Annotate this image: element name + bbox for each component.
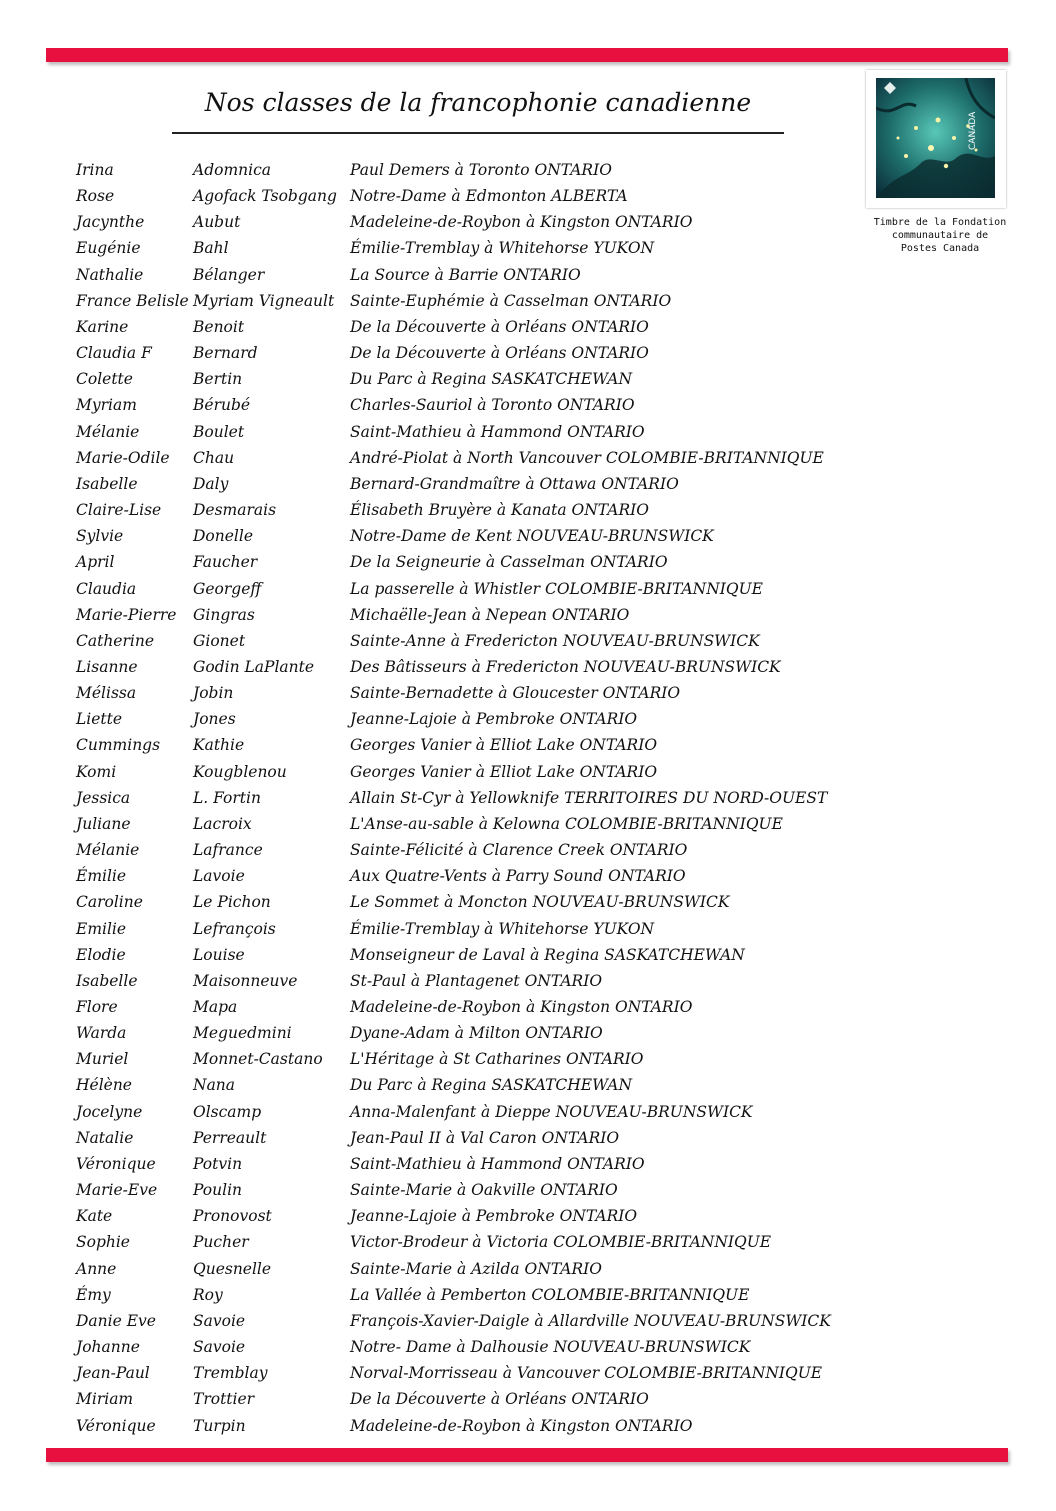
school-location: Jeanne-Lajoie à Pembroke ONTARIO [350,1207,638,1226]
last-name: Olscamp [193,1102,262,1121]
school-location: Sainte-Euphémie à Casselman ONTARIO [350,291,672,310]
last-name: Monnet-Castano [193,1050,323,1069]
first-name: France Belisle [76,291,189,310]
list-item [0,628,1056,654]
school-location: L'Anse-au-sable à Kelowna COLOMBIE-BRITANNIQUE [350,814,783,833]
list-item [0,419,1056,445]
list-item [0,602,1056,628]
first-name: Marie-Pierre [76,605,177,624]
last-name: Desmarais [193,501,277,520]
list-item [0,1020,1056,1046]
last-name: Jones [193,710,236,729]
list-item [0,916,1056,942]
list-item [0,1334,1056,1360]
last-name: Kathie [193,736,245,755]
last-name: Meguedmini [193,1024,292,1043]
school-location: Du Parc à Regina SASKATCHEWAN [350,1076,633,1095]
school-location: Madeleine-de-Roybon à Kingston ONTARIO [350,213,693,232]
last-name: Tremblay [193,1364,268,1383]
last-name: Boulet [193,422,245,441]
school-location: Du Parc à Regina SASKATCHEWAN [350,370,633,389]
last-name: Lavoie [193,867,245,886]
first-name: Véronique [76,1416,156,1435]
last-name: Lacroix [193,814,252,833]
first-name: Claire-Lise [76,501,162,520]
first-name: Irina [76,161,114,179]
school-location: André-Piolat à North Vancouver COLOMBIE-BRITANNIQUE [350,448,824,467]
last-name: Bélanger [193,265,265,284]
last-name: Mapa [193,998,238,1016]
last-name: Savoie [193,1338,246,1357]
stamp-value: +10 [890,14,913,25]
first-name: Flore [76,998,118,1016]
first-name: Hélène [76,1076,132,1095]
list-item [0,262,1056,288]
last-name: Pucher [193,1233,249,1252]
first-name: Sylvie [76,527,124,546]
bottom-accent-bar [46,1448,1008,1462]
list-item [0,837,1056,863]
list-item [0,1099,1056,1125]
last-name: Georgeff [193,579,262,598]
list-item [0,183,1056,209]
teacher-list [0,157,1056,1439]
last-name: Myriam Vigneault [193,291,335,310]
school-location: Paul Demers à Toronto ONTARIO [350,161,612,179]
list-item [0,706,1056,732]
first-name: Mélissa [76,684,137,703]
list-item [0,340,1056,366]
first-name: Émy [76,1285,111,1304]
first-name: Lisanne [76,657,138,676]
last-name: Donelle [193,527,254,546]
last-name: Trottier [193,1390,255,1409]
last-name: Bahl [193,239,229,258]
last-name: Daly [193,474,229,493]
school-location: La passerelle à Whistler COLOMBIE-BRITANNIQUE [350,579,763,598]
last-name: Perreault [193,1128,267,1147]
first-name: Anne [76,1259,117,1278]
list-item [0,497,1056,523]
list-item [0,942,1056,968]
stamp-country: CANADA [968,111,978,150]
first-name: Liette [76,710,123,729]
school-location: Monseigneur de Laval à Regina SASKATCHEWAN [350,945,745,964]
school-location: La Source à Barrie ONTARIO [350,265,581,284]
title-underline [172,132,784,134]
first-name: Véronique [76,1154,156,1173]
list-item [0,392,1056,418]
school-location: Charles-Sauriol à Toronto ONTARIO [350,396,635,415]
last-name: Faucher [193,553,258,572]
list-item [0,680,1056,706]
first-name: Juliane [76,814,131,833]
school-location: Victor-Brodeur à Victoria COLOMBIE-BRITANNIQUE [350,1233,772,1252]
first-name: Muriel [76,1050,129,1069]
school-location: Aux Quatre-Vents à Parry Sound ONTARIO [350,867,686,886]
last-name: Lefrançois [193,919,276,938]
first-name: Komi [76,762,117,781]
school-location: Le Sommet à Moncton NOUVEAU-BRUNSWICK [350,893,730,912]
list-item [0,288,1056,314]
list-item [0,1308,1056,1334]
list-item [0,576,1056,602]
list-item [0,1360,1056,1386]
first-name: Mélanie [76,841,140,860]
school-location: Michaëlle-Jean à Nepean ONTARIO [350,605,630,624]
last-name: Chau [193,448,235,467]
list-item [0,889,1056,915]
first-name: Cummings [76,736,161,755]
list-item [0,314,1056,340]
school-location: Émilie-Tremblay à Whitehorse YUKON [350,919,655,938]
school-location: Georges Vanier à Elliot Lake ONTARIO [350,762,658,781]
first-name: Danie Eve [76,1311,156,1330]
school-location: Notre-Dame à Edmonton ALBERTA [350,187,628,206]
first-name: Kate [76,1207,113,1226]
school-location: Saint-Mathieu à Hammond ONTARIO [350,422,645,441]
school-location: Georges Vanier à Elliot Lake ONTARIO [350,736,658,755]
school-location: Jeanne-Lajoie à Pembroke ONTARIO [350,710,638,729]
stamp-caption-line: communautaire de [891,230,989,241]
last-name: Benoit [193,317,245,336]
last-name: Roy [193,1285,223,1304]
first-name: Eugénie [76,239,141,258]
last-name: Lafrance [193,841,263,860]
last-name: Turpin [193,1416,246,1435]
list-item [0,1282,1056,1308]
list-item [0,811,1056,837]
school-location: St-Paul à Plantagenet ONTARIO [350,971,603,990]
last-name: Le Pichon [193,893,271,912]
school-location: Saint-Mathieu à Hammond ONTARIO [350,1154,645,1173]
school-location: De la Découverte à Orléans ONTARIO [350,1390,649,1409]
school-location: Élisabeth Bruyère à Kanata ONTARIO [350,501,649,520]
list-item [0,209,1056,235]
first-name: Miriam [76,1390,134,1409]
last-name: Kougblenou [193,762,287,781]
list-item [0,157,1056,183]
school-location: Notre-Dame de Kent NOUVEAU-BRUNSWICK [350,527,714,546]
school-location: L'Héritage à St Catharines ONTARIO [350,1050,644,1069]
last-name: Maisonneuve [193,971,298,990]
stamp-caption-line: Postes Canada [900,243,980,254]
first-name: Warda [76,1024,127,1043]
last-name: Aubut [193,213,241,232]
school-location: Sainte-Bernadette à Gloucester ONTARIO [350,684,681,703]
first-name: Colette [76,370,133,389]
school-location: De la Découverte à Orléans ONTARIO [350,317,649,336]
last-name: Poulin [193,1181,243,1200]
first-name: Jean-Paul [76,1364,150,1383]
last-name: Bernard [193,344,258,363]
last-name: Nana [193,1076,236,1095]
school-location: Allain St-Cyr à Yellowknife TERRITOIRES DU NORD-OUEST [350,788,828,807]
first-name: Johanne [76,1338,140,1357]
last-name: Gionet [193,631,246,650]
school-location: Sainte-Marie à Azilda ONTARIO [350,1259,603,1278]
list-item [0,785,1056,811]
first-name: Émilie [76,867,127,886]
first-name: Karine [76,317,129,336]
first-name: Isabelle [76,474,138,493]
school-location: Sainte-Félicité à Clarence Creek ONTARIO [350,841,688,860]
list-item [0,863,1056,889]
first-name: Emilie [76,919,127,938]
last-name: Bertin [193,370,243,389]
last-name: L. Fortin [193,788,261,807]
school-location: De la Seigneurie à Casselman ONTARIO [350,553,668,572]
list-item [0,654,1056,680]
list-item [0,471,1056,497]
school-location: Sainte-Marie à Oakville ONTARIO [350,1181,618,1200]
last-name: Pronovost [193,1207,272,1226]
first-name: Claudia [76,579,137,598]
school-location: Norval-Morrisseau à Vancouver COLOMBIE-BRITANNIQUE [350,1364,823,1383]
list-item [0,1413,1056,1439]
last-name: Agofack Tsobgang [193,187,337,206]
school-location: Anna-Malenfant à Dieppe NOUVEAU-BRUNSWICK [350,1102,753,1121]
last-name: Godin LaPlante [193,657,315,676]
list-item [0,1046,1056,1072]
list-item [0,1125,1056,1151]
first-name: Jocelyne [76,1102,143,1121]
stamp-caption-line: Timbre de la Fondation [873,217,1007,228]
list-item [0,1229,1056,1255]
first-name: Catherine [76,631,155,650]
first-name: Mélanie [76,422,140,441]
first-name: Isabelle [76,971,138,990]
first-name: Marie-Eve [76,1181,158,1200]
school-location: Bernard-Grandmaître à Ottawa ONTARIO [350,474,679,493]
first-name: Rose [76,187,115,206]
first-name: April [76,553,115,572]
school-location: Jean-Paul II à Val Caron ONTARIO [350,1128,620,1147]
school-location: Madeleine-de-Roybon à Kingston ONTARIO [350,1416,693,1435]
last-name: Quesnelle [193,1259,272,1278]
last-name: Louise [193,945,245,964]
last-name: Potvin [193,1154,243,1173]
list-item [0,1386,1056,1412]
list-item [0,235,1056,261]
school-location: Madeleine-de-Roybon à Kingston ONTARIO [350,998,693,1016]
school-location: La Vallée à Pemberton COLOMBIE-BRITANNIQUE [350,1285,750,1304]
list-item [0,1203,1056,1229]
first-name: Myriam [76,396,137,415]
school-location: François-Xavier-Daigle à Allardville NOUVEAU-BRUNSWICK [350,1311,831,1330]
school-location: Émilie-Tremblay à Whitehorse YUKON [350,239,655,258]
page-title: Nos classes de la francophonie canadienne [204,88,752,117]
last-name: Savoie [193,1311,246,1330]
list-item [0,732,1056,758]
first-name: Caroline [76,893,143,912]
list-item [0,445,1056,471]
first-name: Natalie [76,1128,134,1147]
first-name: Elodie [76,945,126,964]
first-name: Claudia F [76,344,152,363]
top-accent-bar [46,48,1008,62]
first-name: Sophie [76,1233,130,1252]
list-item [0,968,1056,994]
list-item [0,523,1056,549]
last-name: Bérubé [193,396,251,415]
list-item [0,1151,1056,1177]
school-location: Dyane-Adam à Milton ONTARIO [350,1024,603,1043]
list-item [0,366,1056,392]
last-name: Gingras [193,605,255,624]
first-name: Jessica [76,788,131,807]
first-name: Nathalie [76,265,144,284]
list-item [0,1177,1056,1203]
school-location: Sainte-Anne à Fredericton NOUVEAU-BRUNSWICK [350,631,760,650]
school-location: Notre- Dame à Dalhousie NOUVEAU-BRUNSWICK [350,1338,751,1357]
school-location: De la Découverte à Orléans ONTARIO [350,344,649,363]
list-item [0,1072,1056,1098]
last-name: Jobin [193,684,234,703]
list-item [0,759,1056,785]
last-name: Adomnica [193,161,272,179]
first-name: Jacynthe [76,213,145,232]
list-item [0,1256,1056,1282]
list-item [0,994,1056,1020]
list-item [0,549,1056,575]
school-location: Des Bâtisseurs à Fredericton NOUVEAU-BRUNSWICK [350,657,781,676]
first-name: Marie-Odile [76,448,170,467]
